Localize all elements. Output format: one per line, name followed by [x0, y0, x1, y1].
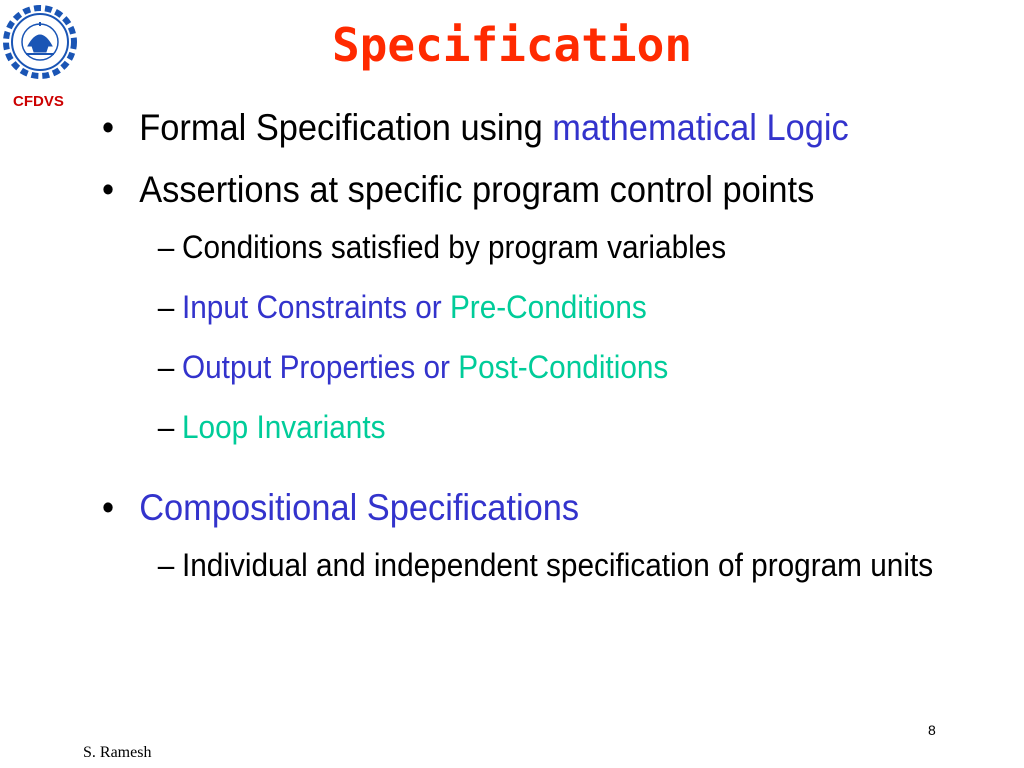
- sub-dash: –: [157, 289, 175, 325]
- sub-text-green: Pre-Conditions: [449, 289, 647, 325]
- bullet-dot: •: [102, 169, 115, 210]
- sub-item: [102, 228, 1000, 266]
- bullet-text-blue: Compositional Specifications: [139, 487, 580, 528]
- sub-dash: –: [157, 349, 175, 385]
- sub-dash: –: [157, 229, 175, 265]
- bullet-text: Assertions at specific program control points: [139, 169, 815, 210]
- sub-text-blue: Output Properties or: [181, 349, 459, 385]
- page-number: 8: [928, 722, 936, 738]
- slide-content: [102, 106, 1002, 584]
- sub-item: [102, 288, 1000, 326]
- org-label: CFDVS: [13, 93, 64, 110]
- footer-author: S. Ramesh: [83, 744, 152, 761]
- bullet-highlight: mathematical Logic: [552, 107, 849, 148]
- bullet-dot: •: [102, 487, 115, 528]
- sub-dash: –: [157, 547, 175, 583]
- sub-text-green: Post-Conditions: [458, 349, 669, 385]
- sub-text: Conditions satisfied by program variables: [181, 229, 727, 265]
- slide-title: Specification: [331, 18, 693, 72]
- bullet-text: Formal Specification using: [139, 107, 553, 148]
- bullet-item: [102, 168, 1004, 212]
- bullet-item: [102, 106, 1004, 150]
- sub-item: [102, 408, 1000, 446]
- sub-text-green: Loop Invariants: [181, 409, 386, 445]
- sub-dash: –: [157, 409, 175, 445]
- sub-text: Individual and independent specification of program units: [181, 547, 934, 583]
- sub-item: [102, 546, 1000, 584]
- sub-text-blue: Input Constraints or: [181, 289, 450, 325]
- bullet-item: [102, 486, 1004, 530]
- sub-item: [102, 348, 1000, 386]
- bullet-dot: •: [102, 107, 115, 148]
